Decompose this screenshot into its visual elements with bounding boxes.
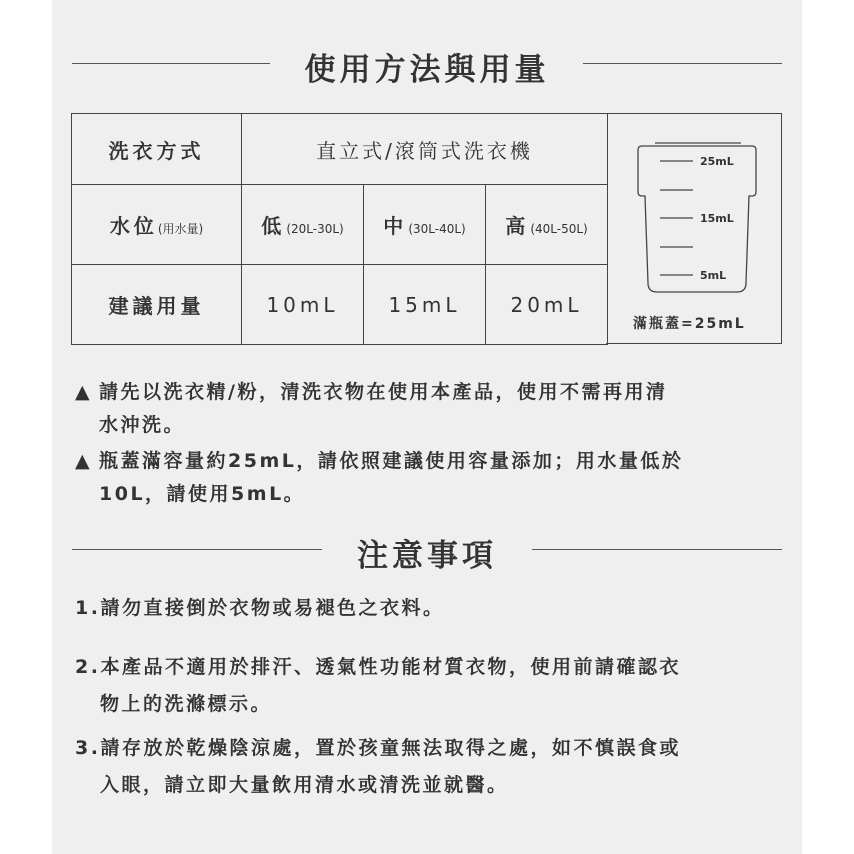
dosage-label: 建議用量 bbox=[72, 265, 242, 345]
caution-title: 注意事項 bbox=[357, 538, 497, 574]
caution-3-line1: 請存放於乾燥陰涼處，置於孩童無法取得之處，如不慎誤食或 bbox=[100, 737, 681, 759]
level-high-range: (40L-50L) bbox=[530, 222, 588, 236]
caution-1-number: 1. bbox=[75, 597, 101, 619]
caution-item-2 bbox=[75, 649, 787, 723]
cap-mark-15: 15mL bbox=[700, 212, 734, 225]
triangle-icon: ▲ bbox=[75, 381, 93, 403]
caution-item-3 bbox=[75, 730, 787, 804]
note-2-line1: 瓶蓋滿容量約25mL，請依照建議使用容量添加；用水量低於 bbox=[99, 450, 684, 472]
level-high-name: 高 bbox=[505, 214, 526, 238]
wash-method-value: 直立式/滾筒式洗衣機 bbox=[242, 114, 608, 185]
wash-method-label: 洗衣方式 bbox=[72, 114, 242, 185]
level-mid-range: (30L-40L) bbox=[408, 222, 466, 236]
triangle-icon: ▲ bbox=[75, 450, 93, 472]
level-mid-name: 中 bbox=[383, 214, 404, 238]
water-level-label-text: 水位 bbox=[109, 214, 158, 238]
caution-2-line1: 本產品不適用於排汗、透氣性功能材質衣物，使用前請確認衣 bbox=[100, 656, 681, 678]
dosage-low: 10mL bbox=[242, 265, 364, 345]
caution-rule-right bbox=[532, 549, 782, 550]
note-1-line2: 水沖洗。 bbox=[99, 414, 186, 436]
table-row bbox=[72, 265, 608, 345]
level-low-range: (20L-30L) bbox=[286, 222, 344, 236]
caution-3-number: 3. bbox=[75, 737, 101, 759]
level-high bbox=[486, 185, 608, 265]
level-low-name: 低 bbox=[261, 214, 282, 238]
level-low bbox=[242, 185, 364, 265]
level-mid bbox=[364, 185, 486, 265]
note-1 bbox=[75, 376, 787, 442]
cap-mark-5: 5mL bbox=[700, 269, 727, 282]
caution-3-line2: 入眼，請立即大量飲用清水或清洗並就醫。 bbox=[100, 774, 509, 796]
note-1-line1: 請先以洗衣精/粉，清洗衣物在使用本產品，使用不需再用清 bbox=[99, 381, 668, 403]
title-rule-right bbox=[583, 63, 782, 64]
caution-2-line2: 物上的洗滌標示。 bbox=[100, 693, 273, 715]
usage-table bbox=[71, 113, 608, 345]
note-2-line2: 10L，請使用5mL。 bbox=[99, 483, 306, 505]
dosage-high: 20mL bbox=[486, 265, 608, 345]
caution-1-line1: 請勿直接倒於衣物或易褪色之衣料。 bbox=[100, 597, 445, 619]
water-level-label bbox=[72, 185, 242, 265]
table-row bbox=[72, 185, 608, 265]
cap-mark-25: 25mL bbox=[700, 155, 734, 168]
caution-item-1 bbox=[75, 590, 787, 627]
note-2 bbox=[75, 445, 787, 511]
cap-diagram-box bbox=[606, 113, 782, 344]
dosage-mid: 15mL bbox=[364, 265, 486, 345]
usage-title: 使用方法與用量 bbox=[304, 52, 550, 88]
caution-2-number: 2. bbox=[75, 656, 101, 678]
water-level-label-note: (用水量) bbox=[157, 222, 204, 236]
table-row bbox=[72, 114, 608, 185]
cap-caption: 滿瓶蓋=25mL bbox=[633, 316, 746, 332]
